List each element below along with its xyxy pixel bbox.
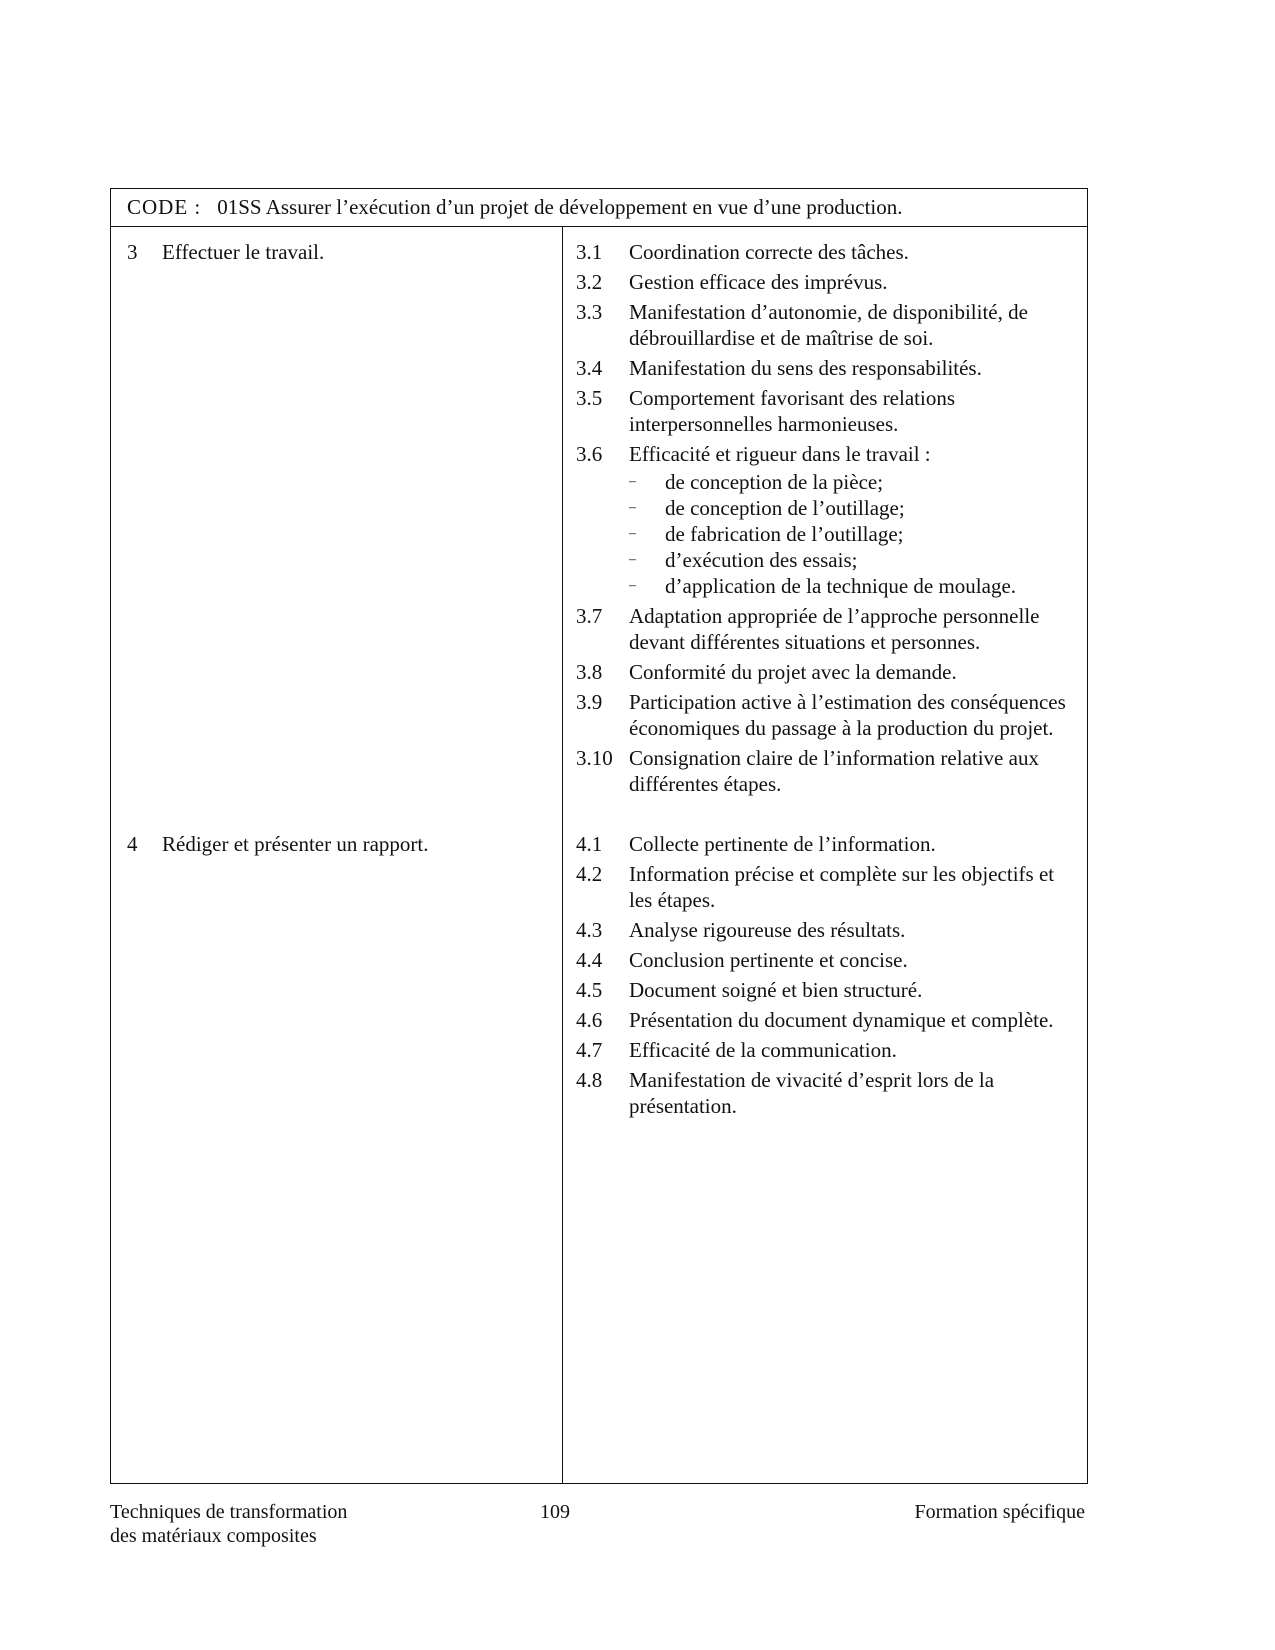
- criterion: [576, 659, 1081, 685]
- criterion-text: Gestion efficace des imprévus.: [629, 270, 888, 294]
- criterion-text: Efficacité de la communication.: [629, 1038, 897, 1062]
- code-header: [111, 189, 1087, 227]
- criterion: [576, 269, 1081, 295]
- criterion-text-block: [629, 689, 1081, 741]
- footer-program-line2: des matériaux composites: [110, 1525, 317, 1547]
- criterion-number: 3.6: [576, 442, 603, 466]
- footer-program: [110, 1500, 347, 1548]
- criterion: [576, 603, 1081, 655]
- criterion: [576, 441, 1081, 599]
- criterion-text-block: [629, 269, 1081, 295]
- criterion: [576, 745, 1081, 797]
- criterion-number: 4.7: [576, 1038, 603, 1062]
- criterion: [576, 1067, 1081, 1119]
- criterion-text-block: [629, 441, 1081, 599]
- criterion-text-block: [629, 745, 1081, 797]
- criterion: [576, 299, 1081, 351]
- dash-bullet-icon: –: [629, 526, 636, 541]
- criterion-text-block: [629, 603, 1081, 655]
- criterion-text-block: [629, 1067, 1081, 1119]
- criterion-text: Coordination correcte des tâches.: [629, 240, 909, 264]
- criterion: [576, 1037, 1081, 1063]
- criterion-text-block: [629, 861, 1081, 913]
- criterion: [576, 831, 1081, 857]
- criterion-number: 4.1: [576, 832, 603, 856]
- criterion: [576, 917, 1081, 943]
- dash-bullet-icon: –: [629, 552, 636, 567]
- criterion-text-block: [629, 1007, 1081, 1033]
- page-number: 109: [540, 1501, 570, 1523]
- criterion-number: 3.9: [576, 690, 603, 714]
- criterion-text: Conformité du projet avec la demande.: [629, 660, 957, 684]
- criterion-text: Participation active à l’estimation des conséquences économiques du passage à la production du projet.: [629, 690, 1066, 740]
- criterion: [576, 355, 1081, 381]
- element-4: [127, 831, 428, 857]
- subitem: [629, 495, 1081, 521]
- dash-bullet-icon: –: [629, 474, 636, 489]
- criterion-text: Présentation du document dynamique et complète.: [629, 1008, 1054, 1032]
- element-title: Rédiger et présenter un rapport.: [162, 832, 429, 856]
- criterion-text: Manifestation d’autonomie, de disponibilité, de débrouillardise et de maîtrise de soi.: [629, 300, 1028, 350]
- element-title: Effectuer le travail.: [162, 240, 325, 264]
- criterion-number: 4.5: [576, 978, 603, 1002]
- criterion-text: Efficacité et rigueur dans le travail :: [629, 442, 931, 466]
- competency-table: [110, 188, 1088, 1484]
- criterion-text: Information précise et complète sur les objectifs et les étapes.: [629, 862, 1055, 912]
- criterion-number: 4.8: [576, 1068, 603, 1092]
- criterion: [576, 977, 1081, 1003]
- criterion: [576, 689, 1081, 741]
- criterion-number: 4.3: [576, 918, 603, 942]
- criterion-text-block: [629, 659, 1081, 685]
- footer-program-line1: Techniques de transformation: [110, 1501, 348, 1523]
- criterion-number: 3.4: [576, 356, 603, 380]
- subitem-text: d’application de la technique de moulage.: [665, 574, 1017, 598]
- elements-column: [111, 227, 562, 1483]
- criterion: [576, 385, 1081, 437]
- criterion: [576, 861, 1081, 913]
- subitem: [629, 521, 1081, 547]
- criterion-text-block: [629, 385, 1081, 437]
- criterion-text: Document soigné et bien structuré.: [629, 978, 923, 1002]
- criterion-text: Manifestation de vivacité d’esprit lors de la présentation.: [629, 1068, 995, 1118]
- criterion-number: 4.6: [576, 1008, 603, 1032]
- criterion-text-block: [629, 1037, 1081, 1063]
- criterion-text-block: [629, 299, 1081, 351]
- criterion-number: 3.10: [576, 746, 613, 770]
- criterion-number: 3.3: [576, 300, 603, 324]
- criterion-text-block: [629, 977, 1081, 1003]
- code-label: CODE :: [127, 195, 202, 219]
- element-number: 4: [127, 832, 138, 856]
- criterion: [576, 947, 1081, 973]
- criterion-text: Manifestation du sens des responsabilités.: [629, 356, 982, 380]
- criterion-number: 4.2: [576, 862, 603, 886]
- criterion: [576, 239, 1081, 265]
- element-3: [127, 239, 324, 265]
- criterion-number: 4.4: [576, 948, 603, 972]
- criterion: [576, 1007, 1081, 1033]
- criterion-text: Collecte pertinente de l’information.: [629, 832, 936, 856]
- criteria-column: [563, 227, 1087, 1483]
- criterion-number: 3.5: [576, 386, 603, 410]
- criterion-number: 3.1: [576, 240, 603, 264]
- criteria-list-4: [576, 831, 1081, 1123]
- criterion-number: 3.8: [576, 660, 603, 684]
- subitem: [629, 469, 1081, 495]
- criterion-number: 3.2: [576, 270, 603, 294]
- element-number: 3: [127, 240, 138, 264]
- subitem-text: de fabrication de l’outillage;: [665, 522, 904, 546]
- criterion-text: Conclusion pertinente et concise.: [629, 948, 908, 972]
- criterion-text-block: [629, 355, 1081, 381]
- criterion-text: Consignation claire de l’information relative aux différentes étapes.: [629, 746, 1039, 796]
- criterion-text-block: [629, 947, 1081, 973]
- criterion-subitems: [629, 469, 1081, 599]
- dash-bullet-icon: –: [629, 500, 636, 515]
- criterion-text-block: [629, 831, 1081, 857]
- criterion-text: Comportement favorisant des relations interpersonnelles harmonieuses.: [629, 386, 956, 436]
- criterion-text-block: [629, 917, 1081, 943]
- code-title: 01SS Assurer l’exécution d’un projet de développement en vue d’une production.: [217, 195, 903, 219]
- subitem-text: de conception de l’outillage;: [665, 496, 905, 520]
- subitem-text: d’exécution des essais;: [665, 548, 858, 572]
- criterion-text-block: [629, 239, 1081, 265]
- criterion-text: Analyse rigoureuse des résultats.: [629, 918, 906, 942]
- dash-bullet-icon: –: [629, 578, 636, 593]
- criteria-list-3: [576, 239, 1081, 801]
- criterion-number: 3.7: [576, 604, 603, 628]
- subitem: [629, 573, 1081, 599]
- footer-section: Formation spécifique: [914, 1501, 1085, 1523]
- subitem: [629, 547, 1081, 573]
- subitem-text: de conception de la pièce;: [665, 470, 884, 494]
- criterion-text: Adaptation appropriée de l’approche personnelle devant différentes situations et personnes.: [629, 604, 1040, 654]
